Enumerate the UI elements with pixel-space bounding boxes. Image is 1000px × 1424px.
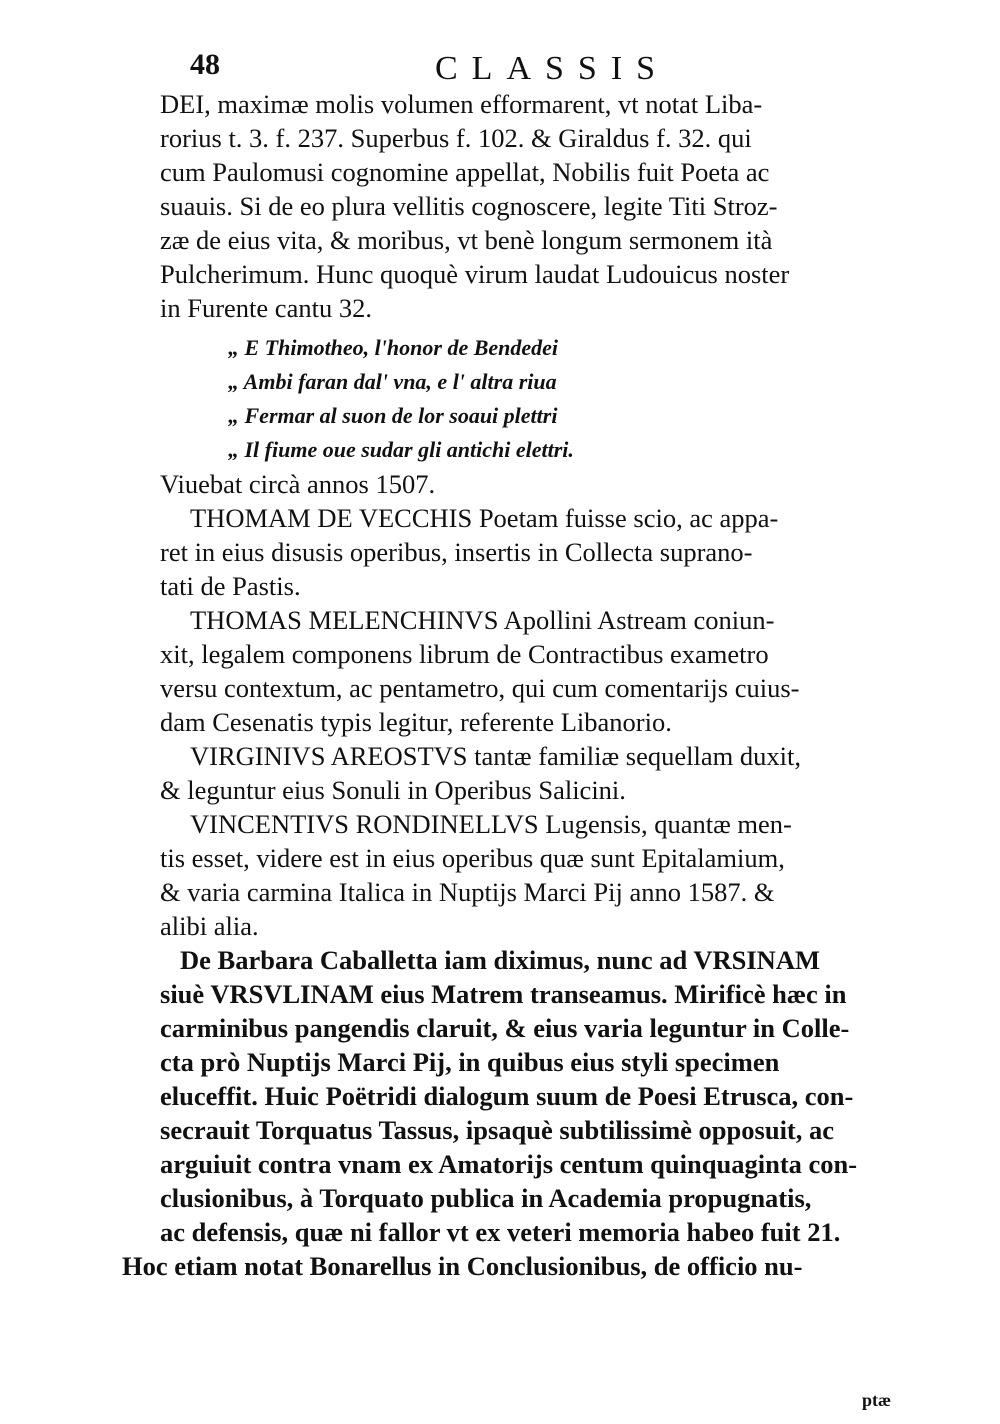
page-header	[160, 48, 940, 88]
text-line: secrauit Torquatus Tassus, ipsaquè subtilissimè opposuit, ac	[160, 1115, 835, 1145]
text-line: DEI, maximæ molis volumen efformarent, vt notat Liba-	[160, 89, 763, 119]
text-line: Pulcherimum. Hunc quoquè virum laudat Ludouicus noster	[160, 259, 790, 289]
text-line: versu contextum, ac pentametro, qui cum comentarijs cuius-	[160, 673, 800, 703]
text-line: Viuebat circà annos 1507.	[160, 469, 436, 499]
text-line: cum Paulomusi cognomine appellat, Nobilis fuit Poeta ac	[160, 157, 770, 187]
text-line: & varia carmina Italica in Nuptijs Marci Pij anno 1587. &	[160, 877, 775, 907]
text-line: carminibus pangendis claruit, & eius varia leguntur in Colle-	[160, 1013, 850, 1043]
text-line: VIRGINIVS AREOSTVS tantæ familiæ sequellam duxit,	[190, 741, 801, 771]
text-line: ac defensis, quæ ni fallor vt ex veteri memoria habeo fuit 21.	[160, 1217, 841, 1247]
text-line: siuè VRSVLINAM eius Matrem transeamus. Mirificè hæc in	[160, 979, 847, 1009]
verse-line: „ Il fiume oue sudar gli antichi elettri.	[228, 437, 574, 462]
text-line: alibi alia.	[160, 911, 259, 941]
text-line: THOMAS MELENCHINVS Apollini Astream coniun-	[190, 605, 775, 635]
page-number: 48	[190, 48, 220, 81]
text-line: xit, legalem componens librum de Contractibus exametro	[160, 639, 769, 669]
text-line: arguiuit contra vnam ex Amatorijs centum quinquaginta con-	[160, 1149, 858, 1179]
text-line: tis esset, videre est in eius operibus quæ sunt Epitalamium,	[160, 843, 785, 873]
catchword: ptæ	[862, 1390, 892, 1410]
text-line: Hoc etiam notat Bonarellus in Conclusionibus, de officio nu-	[122, 1251, 803, 1281]
text-line: THOMAM DE VECCHIS Poetam fuisse scio, ac appa-	[190, 503, 779, 533]
text-line: zæ de eius vita, & moribus, vt benè longum sermonem ità	[160, 225, 773, 255]
verse-line: „ E Thimotheo, l'honor de Bendedei	[228, 335, 559, 360]
running-head: CLASSIS	[435, 50, 670, 87]
text-line: VINCENTIVS RONDINELLVS Lugensis, quantæ men-	[190, 809, 792, 839]
text-line: dam Cesenatis typis legitur, referente Libanorio.	[160, 707, 672, 737]
text-line: eluceffit. Huic Poëtridi dialogum suum de Poesi Etrusca, con-	[160, 1081, 854, 1111]
text-line: rorius t. 3. f. 237. Superbus f. 102. & Giraldus f. 32. qui	[160, 123, 752, 153]
verse-line: „ Ambi faran dal' vna, e l' altra riua	[228, 369, 557, 394]
verse-line: „ Fermar al suon de lor soaui plettri	[228, 403, 558, 428]
text-line: ret in eius disusis operibus, insertis in Collecta suprano-	[160, 537, 753, 567]
text-line: tati de Pastis.	[160, 571, 301, 601]
text-line: suauis. Si de eo plura vellitis cognoscere, legite Titi Stroz-	[160, 191, 778, 221]
text-line: & leguntur eius Sonuli in Operibus Salicini.	[160, 775, 626, 805]
text-line: De Barbara Caballetta iam diximus, nunc ad VRSINAM	[180, 945, 820, 975]
text-line: clusionibus, à Torquato publica in Academia propugnatis,	[160, 1183, 812, 1213]
text-line: cta prò Nuptijs Marci Pij, in quibus eius styli specimen	[160, 1047, 780, 1077]
text-line: in Furente cantu 32.	[160, 293, 372, 323]
